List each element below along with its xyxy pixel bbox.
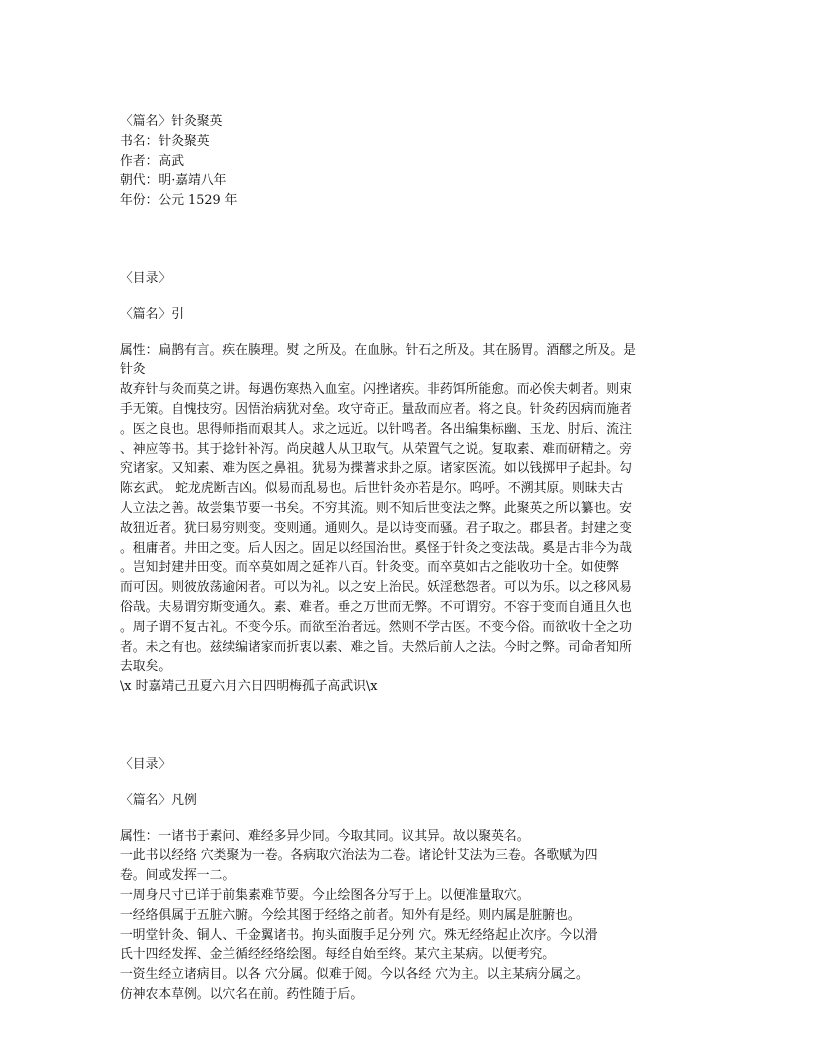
spacer [120,811,700,827]
body-line: 仿神农本草例。以穴名在前。药性随于后。 [120,986,364,1002]
body-line: 属性：扁鹊有言。疾在腠理。熨 之所及。在血脉。针石之所及。其在肠胃。酒醪之所及。是 [120,342,636,358]
spacer [120,211,700,269]
body-line: 属性：一诸书于素问、难经多异少同。今取其同。议其异。故以聚英名。 [120,828,530,844]
header-line: 作者：高武 [120,153,184,169]
body-line: 一资生经立诸病目。以各 穴分属。似难于阅。今以各经 穴为主。以主某病分属之。 [120,967,589,983]
body-line: 者。未之有也。兹续编诸家而折衷以素、难之旨。夫然后前人之法。今时之弊。司命者知所 [120,639,632,655]
section-title-intro: 〈篇名〉引 [120,306,184,322]
body-line: 去取矣。 [120,659,172,675]
body-line: 故弃针与灸而莫之讲。每遇伤寒热入血室。闪挫诸疾。非药饵所能愈。而必俟夫刺者。则束 [120,382,632,398]
header-line: 〈篇名〉针灸聚英 [120,114,223,129]
header-line: 朝代：明·嘉靖八年 [120,173,227,189]
body-line: 一此书以经络 穴类聚为一卷。各病取穴治法为二卷。诸论针艾法为三卷。各歌赋为四 [120,848,598,864]
header-line: 年份：公元 1529 年 [120,193,238,209]
body-line: 。周子谓不复古礼。不变今乐。而欲至治者远。然则不学古医。不变今俗。而欲收十全之功 [120,619,632,635]
book-header [120,112,700,211]
body-line: 一经络俱属于五脏六腑。今绘其图于经络之前者。知外有是经。则内属是脏腑也。 [120,907,581,923]
toc-label: 〈目录〉 [120,756,172,772]
body-line: 、神应等书。其于捻针补泻。尚戾越人从卫取气。从荣置气之说。复取素、难而研精之。旁 [120,441,632,457]
header-line: 书名：针灸聚英 [120,133,210,149]
body-line: 。医之良也。思得师指而艰其人。求之远近。以针鸣者。各出编集标幽、玉龙、肘后、流注 [120,421,632,437]
body-line: 手无策。自愧技穷。因悟治病犹对垒。攻守奇正。量敌而应者。将之良。针灸药因病而施者 [120,401,632,417]
body-line: 陈玄武。 蛇龙虎断吉凶。似易而乱易也。后世针灸亦若是尔。呜呼。不溯其原。则昧夫古 [120,481,624,497]
fanli-body [120,827,700,1005]
body-line: 人立法之善。故尝集节要一书矣。不穷其流。则不知后世变法之弊。此聚英之所以纂也。安 [120,500,632,516]
body-line: 卷。间或发挥一二。 [120,868,236,884]
document-page [120,112,700,1005]
body-line: 。租庸者。井田之变。后人因之。固足以经国治世。奚怪于针灸之变法哉。奚是古非今为哉 [120,540,632,556]
spacer [120,775,700,791]
body-line: 一周身尺寸已详于前集素难节要。今止绘图各分写于上。以便准量取穴。 [120,887,530,903]
section-title-fanli: 〈篇名〉凡例 [120,792,197,808]
signature-line: \x 时嘉靖己丑夏六月六日四明梅孤子高武识\x [120,679,378,695]
body-line: 。岂知封建井田变。而卒莫如周之延祚八百。针灸变。而卒莫如古之能收功十全。如使弊 [120,560,620,576]
body-line: 一明堂针灸、铜人、千金翼诸书。拘头面腹手足分列 穴。殊无经络起止次序。今以滑 [120,927,598,943]
body-line: 针灸 [120,362,146,378]
body-line: 氏十四经发挥、金兰循经经络绘图。每经自始至终。某穴主某病。以便考究。 [120,947,556,963]
spacer [120,289,700,305]
toc-label: 〈目录〉 [120,270,172,286]
spacer [120,697,700,755]
body-line: 俗哉。夫易谓穷斯变通久。素、难者。垂之万世而无弊。不可谓穷。不容于变而自通且久也 [120,599,632,615]
intro-body [120,341,700,697]
spacer [120,325,700,341]
body-line: 故狃近者。犹曰易穷则变。变则通。通则久。是以诗变而骚。君子取之。郡县者。封建之变 [120,520,632,536]
body-line: 究诸家。又知素、难为医之鼻祖。犹易为揲蓍求卦之原。诸家医流。如以钱掷甲子起卦。勾 [120,461,632,477]
body-line: 而可因。则彼放荡逾闲者。可以为礼。以之安上治民。妖淫愁怨者。可以为乐。以之移风易 [120,580,632,596]
